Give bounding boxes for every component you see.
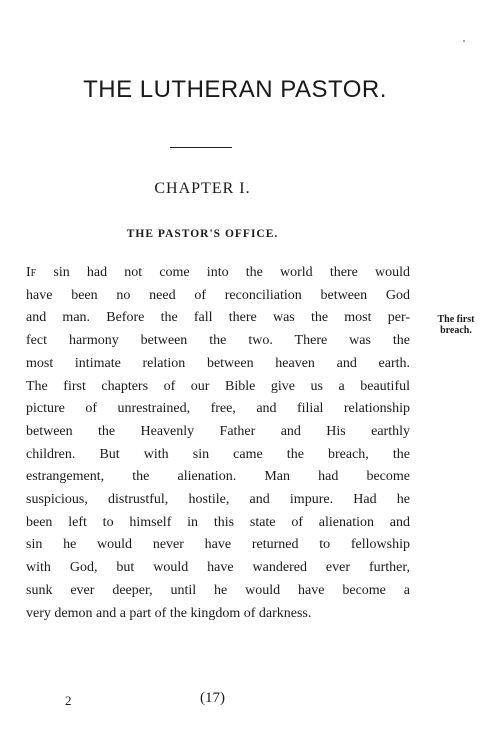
body-line: sin he would never have returned to fellowship <box>26 537 410 553</box>
body-paragraph <box>26 262 410 625</box>
title-rule <box>170 147 232 148</box>
speck <box>463 40 465 42</box>
page-number: (17) <box>200 690 225 706</box>
page-title: THE LUTHERAN PASTOR. <box>83 76 387 103</box>
body-line: children. But with sin came the breach, the <box>26 446 410 462</box>
body-line: picture of unrestrained, free, and filial relationship <box>26 401 410 417</box>
body-line: very demon and a part of the kingdom of darkness. <box>26 605 312 621</box>
margin-note: The first breach. <box>437 314 475 336</box>
signature-mark: 2 <box>65 693 72 708</box>
chapter-heading: CHAPTER I. <box>154 180 251 197</box>
body-line: The first chapters of our Bible give us a beautiful <box>26 378 410 394</box>
body-line: sunk ever deeper, until he would have become a <box>26 582 410 598</box>
section-title: THE PASTOR'S OFFICE. <box>126 228 279 240</box>
body-line: between the Heavenly Father and His earthly <box>26 423 410 439</box>
body-line: have been no need of reconciliation between God <box>26 287 410 303</box>
body-line: with God, but would have wandered ever further, <box>26 560 410 576</box>
body-line: and man. Before the fall there was the most per- <box>26 310 410 326</box>
body-line: suspicious, distrustful, hostile, and impure. Had he <box>26 492 410 508</box>
body-line: most intimate relation between heaven and earth. <box>26 355 410 371</box>
drop-word: If <box>26 265 37 280</box>
body-line: fect harmony between the two. There was the <box>26 333 410 349</box>
body-line: been left to himself in this state of alienation and <box>26 514 410 530</box>
body-line: If sin had not come into the world there would <box>26 265 410 280</box>
body-line: estrangement, the alienation. Man had become <box>26 469 410 485</box>
